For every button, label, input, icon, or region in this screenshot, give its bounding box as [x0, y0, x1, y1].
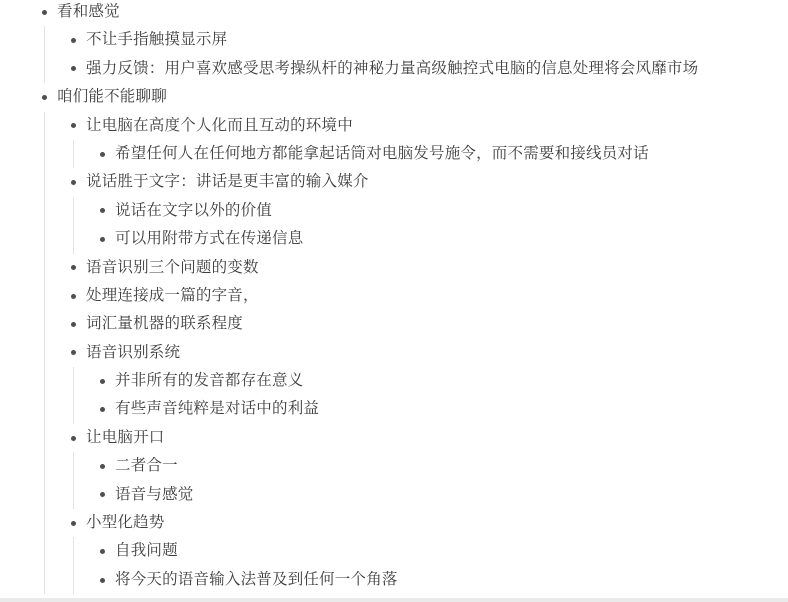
outline-item: [100, 395, 788, 423]
outline-row[interactable]: [71, 254, 788, 282]
outline-item-text[interactable]: 语音识别系统: [86, 343, 181, 361]
outline-item-text[interactable]: 让电脑在高度个人化而且互动的环境中: [86, 116, 353, 134]
outline-row[interactable]: [71, 509, 788, 537]
bullet-icon[interactable]: [100, 379, 105, 384]
outline-row[interactable]: [71, 112, 788, 140]
bullet-icon[interactable]: [100, 492, 105, 497]
outline-item: [42, 0, 788, 83]
outline-item-text[interactable]: 说话在文字以外的价值: [115, 201, 273, 219]
outline-item: [100, 225, 788, 253]
outline-row[interactable]: [100, 566, 788, 594]
outline-item: [100, 537, 788, 565]
children-group: [44, 26, 788, 83]
children-group: [44, 112, 788, 595]
bullet-icon[interactable]: [71, 521, 76, 526]
bullet-icon[interactable]: [100, 407, 105, 412]
outline-row[interactable]: [71, 168, 788, 196]
outline-item-text[interactable]: 咱们能不能聊聊: [57, 88, 167, 106]
outline-item: [100, 452, 788, 480]
bullet-icon[interactable]: [100, 208, 105, 213]
outline-row[interactable]: [42, 0, 788, 26]
outline-item-text[interactable]: 语音识别三个问题的变数: [86, 258, 259, 276]
outline-item-text[interactable]: 强力反馈：用户喜欢感受思考操纵杆的神秘力量高级触控式电脑的信息处理将会风靡市场: [86, 59, 699, 77]
bullet-icon[interactable]: [42, 95, 47, 100]
outline-item-text[interactable]: 让电脑开口: [86, 428, 165, 446]
outline-item: [100, 481, 788, 509]
outline-item-text[interactable]: 语音与感觉: [115, 485, 194, 503]
outline-row[interactable]: [100, 481, 788, 509]
bullet-icon[interactable]: [100, 549, 105, 554]
outline-item-text[interactable]: 将今天的语音输入法普及到任何一个角落: [115, 570, 398, 588]
outline-item: [71, 168, 788, 253]
bullet-icon[interactable]: [71, 38, 76, 43]
outline-item: [100, 566, 788, 594]
outline-item: [71, 339, 788, 424]
children-group: [73, 197, 788, 254]
outline-item: [71, 424, 788, 509]
outline-item-text[interactable]: 有些声音纯粹是对话中的利益: [115, 400, 320, 418]
children-group: [73, 452, 788, 509]
outline-row[interactable]: [100, 537, 788, 565]
bullet-icon[interactable]: [71, 123, 76, 128]
children-group: [73, 537, 788, 594]
bullet-icon[interactable]: [71, 436, 76, 441]
outline-item-text[interactable]: 词汇量机器的联系程度: [86, 315, 244, 333]
bullet-icon[interactable]: [100, 152, 105, 157]
outline-row[interactable]: [100, 452, 788, 480]
children-group: [73, 367, 788, 424]
bottom-edge: [0, 598, 788, 602]
outline-item-text[interactable]: 自我问题: [115, 542, 178, 560]
bullet-icon[interactable]: [71, 66, 76, 71]
outline-row[interactable]: [100, 395, 788, 423]
outline-item: [100, 140, 788, 168]
outline-row[interactable]: [71, 310, 788, 338]
outline-row[interactable]: [42, 83, 788, 111]
outline-item-text[interactable]: 处理连接成一篇的字音，: [86, 286, 259, 304]
outline-item: [42, 83, 788, 594]
outline-item: [100, 197, 788, 225]
bullet-icon[interactable]: [71, 322, 76, 327]
outline-item: [100, 367, 788, 395]
outline-row[interactable]: [71, 282, 788, 310]
outline-row[interactable]: [100, 197, 788, 225]
outline-item-text[interactable]: 看和感觉: [57, 3, 120, 20]
outline-item-text[interactable]: 二者合一: [115, 457, 178, 475]
bullet-icon[interactable]: [71, 350, 76, 355]
children-group: [73, 140, 788, 168]
bullet-icon[interactable]: [42, 10, 47, 15]
outline-item: [71, 254, 788, 282]
outline-item: [71, 282, 788, 310]
bullet-icon[interactable]: [71, 294, 76, 299]
outline-item: [71, 310, 788, 338]
bullet-icon[interactable]: [100, 578, 105, 583]
bullet-icon[interactable]: [100, 237, 105, 242]
outline-row[interactable]: [71, 55, 788, 83]
outline-row[interactable]: [71, 26, 788, 54]
outline-item: [71, 112, 788, 169]
outline-row[interactable]: [100, 367, 788, 395]
outline-item-text[interactable]: 说话胜于文字：讲话是更丰富的输入媒介: [86, 173, 369, 191]
outline-row[interactable]: [71, 424, 788, 452]
outline-item-text[interactable]: 可以用附带方式在传递信息: [115, 230, 304, 248]
outline-item: [71, 55, 788, 83]
bullet-icon[interactable]: [71, 180, 76, 185]
outline-item-text[interactable]: 并非所有的发音都存在意义: [115, 372, 304, 390]
outline-row[interactable]: [71, 339, 788, 367]
outline-item: [71, 26, 788, 54]
outline-item-text[interactable]: 希望任何人在任何地方都能拿起话筒对电脑发号施令，而不需要和接线员对话: [115, 144, 649, 162]
bullet-icon[interactable]: [71, 265, 76, 270]
outline-row[interactable]: [100, 225, 788, 253]
outline-row[interactable]: [100, 140, 788, 168]
outline-item-text[interactable]: 不让手指触摸显示屏: [86, 31, 228, 49]
outline-item: [71, 509, 788, 594]
bullet-icon[interactable]: [100, 464, 105, 469]
outline-item-text[interactable]: 小型化趋势: [86, 514, 165, 532]
